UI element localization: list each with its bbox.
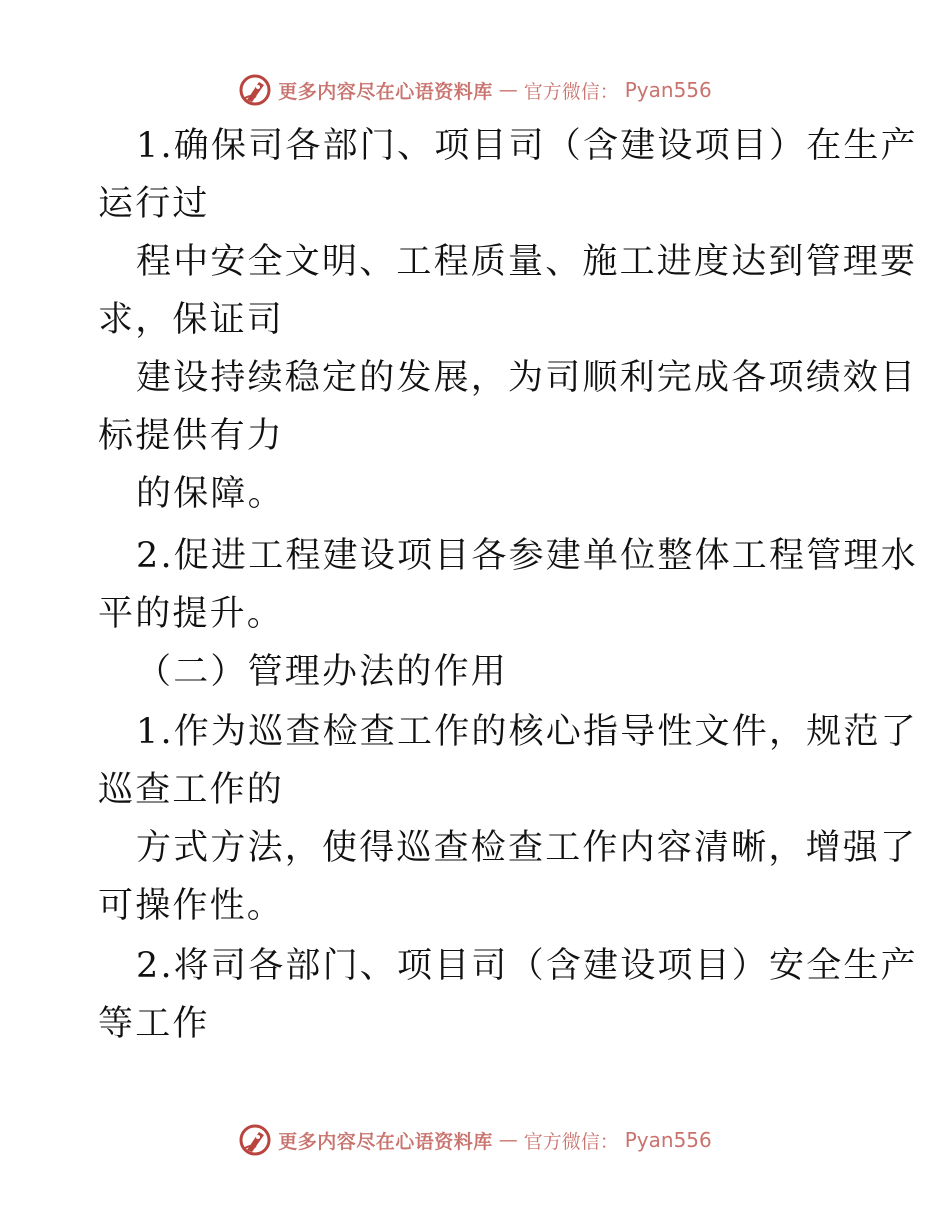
pen-nib-circle-icon [238, 73, 272, 107]
text-line: 方式方法，使得巡查检查工作内容清晰，增强了 [136, 828, 918, 868]
text-line: 等工作 [98, 1004, 210, 1044]
text-line: 1.确保司各部门、项目司（含建设项目）在生产 [136, 126, 918, 166]
banner-separator: — [498, 79, 518, 101]
text-line: 2.将司各部门、项目司（含建设项目）安全生产 [136, 946, 918, 986]
text-line: 1.作为巡查检查工作的核心指导性文件，规范了 [136, 712, 918, 752]
text-line: 平的提升。 [98, 594, 285, 634]
text-line: 程中安全文明、工程质量、施工进度达到管理要 [136, 242, 918, 282]
pen-nib-circle-icon [238, 1123, 272, 1157]
text-line: 可操作性。 [98, 886, 285, 926]
banner-wechat-label: 官方微信： [523, 1130, 619, 1153]
header-banner [0, 68, 950, 112]
text-line: 运行过 [98, 184, 210, 224]
text-line: 建设持续稳定的发展，为司顺利完成各项绩效目 [136, 358, 918, 398]
section-heading: （二）管理办法的作用 [136, 652, 509, 692]
footer-banner [0, 1118, 950, 1162]
text-line: 2.促进工程建设项目各参建单位整体工程管理水 [136, 536, 918, 576]
banner-wechat-id: Pyan556 [624, 1128, 712, 1152]
banner-wechat-id: Pyan556 [624, 78, 712, 102]
text-line: 的保障。 [136, 474, 285, 514]
banner-separator: — [498, 1129, 518, 1151]
text-line: 求，保证司 [98, 300, 285, 340]
banner-slogan: 更多内容尽在心语资料库 [278, 1130, 493, 1153]
banner-slogan: 更多内容尽在心语资料库 [278, 80, 493, 103]
banner-wechat-label: 官方微信： [523, 80, 619, 103]
text-line: 标提供有力 [98, 416, 285, 456]
text-line: 巡查工作的 [98, 770, 285, 810]
